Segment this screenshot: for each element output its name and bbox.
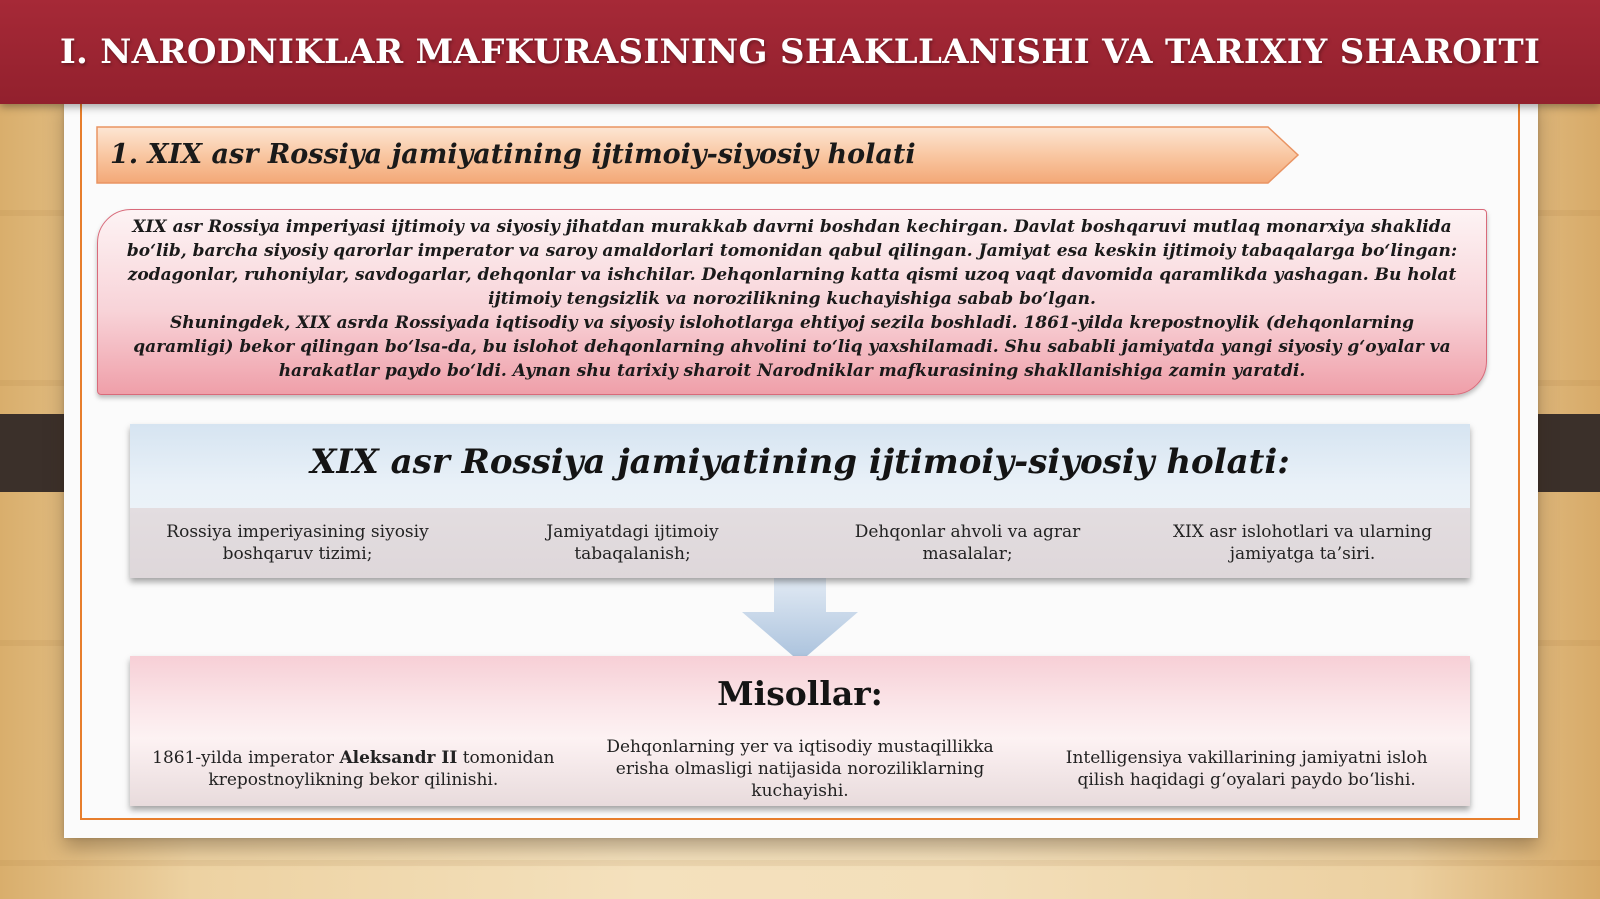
topics-panel [130, 424, 1470, 578]
examples-row [130, 734, 1470, 804]
topic-item: XIX asr islohotlari va ularning jamiyatga ta’siri. [1172, 522, 1433, 564]
topic-item: Rossiya imperiyasining siyosiy boshqaruv tizimi; [166, 522, 429, 564]
section-heading-arrow [96, 126, 1300, 184]
page-title: I. NARODNIKLAR MAFKURASINING SHAKLLANISHI VA TARIXIY SHAROITI [59, 32, 1541, 72]
section-heading: 1. XIX asr Rossiya jamiyatining ijtimoiy-siyosiy holati [110, 139, 916, 170]
description-paragraph-2: Shuningdek, XIX asrda Rossiyada iqtisodiy va siyosiy islohotlarga ehtiyoj sezila boshladi. 1861-yilda krepostnoylik (dehqonlarning qaramligi) bekor qilingan bo‘lsa-da, bu islohot dehqonlarning ahvolini to‘liq yaxshilamadi. Shu sababli jamiyatda yangi siyosiy g‘oyalar va harakatlar paydo bo‘ldi. Aynan shu tarixiy sharoit Narodniklar mafkurasining shakllanishiga zamin yaratdi. [133, 313, 1451, 381]
topic-item: Jamiyatdagi ijtimoiy tabaqalanish; [546, 522, 719, 564]
title-banner [0, 0, 1600, 104]
example-item: Intelligensiya vakillarining jamiyatni isloh qilish haqidagi g‘oyalari paydo bo‘lishi. [1065, 748, 1428, 790]
down-arrow-icon [742, 574, 858, 666]
example-item: Dehqonlarning yer va iqtisodiy mustaqillikka erisha olmasligi natijasida noroziliklarning kuchayishi. [606, 737, 994, 801]
description-paragraph-1: XIX asr Rossiya imperiyasi ijtimoiy va siyosiy jihatdan murakkab davrni boshdan kechirgan. Davlat boshqaruvi mutlaq monarxiya shaklida bo‘lib, barcha siyosiy qarorlar imperator va saroy amaldorlari tomonidan qabul qilingan. Jamiyat esa keskin ijtimoiy tabaqalarga bo‘lingan: zodagonlar, ruhoniylar, savdogarlar, dehqonlar va ishchilar. Dehqonlarning katta qismi uzoq vaqt davomida qaramlikda yashagan. Bu holat ijtimoiy tengsizlik va norozilikning kuchayishiga sabab bo‘lgan. [126, 217, 1458, 309]
description-box [97, 209, 1487, 395]
examples-title: Misollar: [717, 674, 883, 713]
example-item [130, 734, 577, 804]
topics-title: XIX asr Rossiya jamiyatining ijtimoiy-siyosiy holati: [310, 442, 1290, 482]
example-item-text: 1861-yilda imperator Aleksandr II tomonidan krepostnoylikning bekor qilinishi. [152, 748, 555, 790]
examples-panel [130, 656, 1470, 806]
topics-row [130, 508, 1470, 578]
topic-item: Dehqonlar ahvoli va agrar masalalar; [854, 522, 1081, 564]
